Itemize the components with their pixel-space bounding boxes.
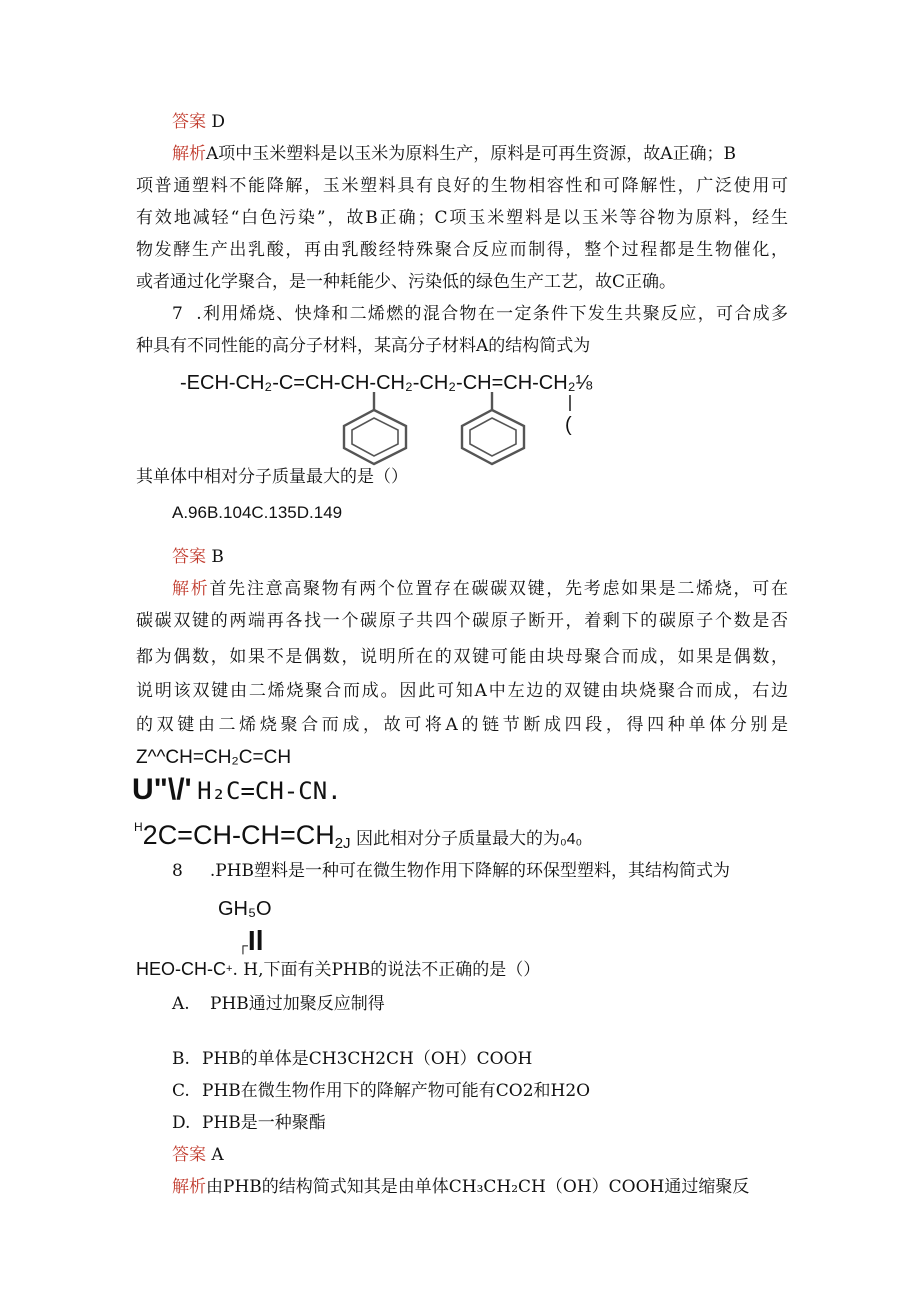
question-number: 7: [172, 304, 183, 324]
benzene-ring-icon: [462, 392, 524, 464]
monomer-2-row: [132, 772, 342, 808]
answer-label: 答案: [172, 547, 206, 567]
monomer-3-sup: H: [134, 820, 143, 834]
phb-formula-bottom: HEO-CH-C+. H,下面有关PHB的说法不正确的是（）: [136, 959, 541, 980]
monomer-2-formula: H₂C=CH-CN.: [197, 777, 342, 805]
q7-options: A.96B.104C.135D.149: [172, 503, 343, 522]
analysis-label: 解析: [172, 144, 206, 164]
benzene-ring-1: [340, 392, 416, 466]
monomer-1: Z^^CH=CH₂C=CH: [136, 747, 292, 768]
answer-label: 答案: [172, 1145, 206, 1165]
benzene-ring-2: [458, 392, 534, 466]
analysis-label: 解析: [172, 1177, 206, 1197]
monomer-3-row: [134, 818, 582, 854]
q7-analysis-line: 碳碳双键的两端再各找一个碳原子共四个碳原子断开，着剩下的碳原子个数是否: [136, 611, 788, 631]
q8-question: . H,下面有关PHB的说法不正确的是（）: [232, 960, 541, 980]
answer-value: A: [211, 1145, 224, 1165]
q7-analysis-line: 解析首先注意高聚物有两个位置存在碳碳双键，先考虑如果是二烯烧，可在: [172, 579, 788, 599]
q7-analysis-line: 都为偶数，如果不是偶数，说明所在的双键可能由块母聚合而成，如果是偶数，: [136, 647, 788, 667]
phb-formula-mid: ┌Il: [238, 925, 264, 956]
cn-bond: [567, 395, 573, 411]
q8-stem: 8 .PHB塑料是一种可在微生物作用下降解的环保型塑料，其结构简式为: [172, 861, 731, 881]
answer-value: D: [211, 112, 226, 132]
monomer-3-sub: 2J: [334, 835, 351, 852]
q7-analysis-line: 的双键由二烯烧聚合而成，故可将A的链节断成四段，得四种单体分别是: [136, 715, 788, 735]
phb-formula-top: GH₅O: [218, 898, 272, 920]
q8-option-b: B. PHB的单体是CH3CH2CH（OH）COOH: [172, 1049, 533, 1069]
analysis-label: 解析: [172, 579, 210, 599]
q6-analysis-line: 项普通塑料不能降解，玉米塑料具有良好的生物相容性和可降解性，广泛使用可: [136, 176, 788, 196]
q8-option-a: A. PHB通过加聚反应制得: [172, 994, 385, 1014]
q7-analysis-line: 说明该双键由二烯烧聚合而成。因此可知A中左边的双键由块烧聚合而成，右边: [136, 681, 788, 701]
structure-formula: -ECH-CH₂-C=CH-CH-CH₂-CH₂-CH=CH-CH₂⅛: [180, 372, 593, 394]
q8-option-c: C. PHB在微生物作用下的降解产物可能有CO2和H2O: [172, 1081, 591, 1101]
q7-question: 其单体中相对分子质量最大的是（）: [136, 467, 408, 487]
q8-analysis: 解析由PHB的结构简式知其是由单体CH₃CH₂CH（OH）COOH通过缩聚反: [172, 1177, 750, 1197]
question-number: 8: [172, 861, 183, 881]
monomer-3: 2C=CH-CH=CH: [142, 820, 335, 850]
q6-analysis-line: 解析A项中玉米塑料是以玉米为原料生产，原料是可再生资源，故A正确；B: [172, 144, 737, 164]
q7-answer: [172, 546, 224, 568]
q6-analysis-line: 或者通过化学聚合，是一种耗能少、污染低的绿色生产工艺，故C正确。: [136, 272, 677, 292]
q6-analysis-line: 物发酵生产出乳酸，再由乳酸经特殊聚合反应而制得，整个过程都是生物催化，: [136, 240, 788, 260]
q7-stem-line: 种具有不同性能的高分子材料，某高分子材料A的结构简式为: [136, 336, 591, 356]
answer-value: B: [211, 547, 224, 567]
monomer-2-glyph: U"\/': [132, 773, 192, 806]
conclusion-value: ₀4₀: [559, 831, 583, 848]
q8-answer: [172, 1144, 224, 1166]
answer-label: 答案: [172, 112, 206, 132]
conclusion-text: 因此相对分子质量最大的为: [355, 829, 560, 849]
formula-paren: (: [565, 414, 572, 436]
q6-analysis-line: 有效地减轻“白色污染”，故B正确；C项玉米塑料是以玉米等谷物为原料，经生: [136, 208, 788, 228]
q8-option-d: D. PHB是一种聚酯: [172, 1113, 326, 1133]
q6-answer: [172, 111, 225, 133]
benzene-ring-icon: [344, 392, 406, 464]
q7-stem-line: 7 .利用烯烧、快烽和二烯燃的混合物在一定条件下发生共聚反应，可合成多: [172, 304, 788, 324]
